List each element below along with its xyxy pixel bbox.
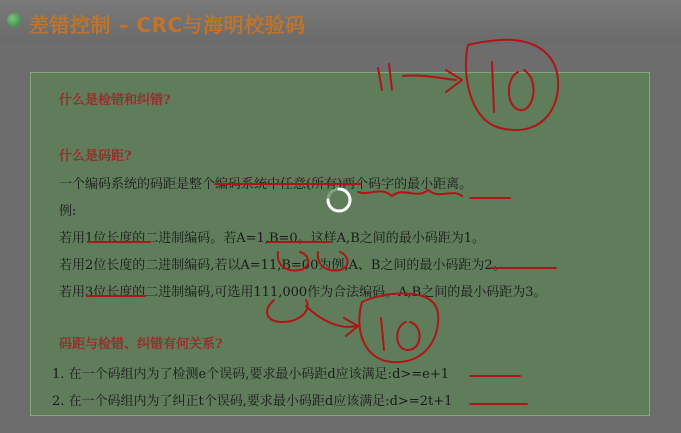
question-detect-correct: 什么是检错和纠错? (59, 93, 171, 108)
definition-text: 一个编码系统的码距是整个编码系统中任意(所有)两个码字的最小距离。 (59, 177, 473, 192)
slide-title: 差错控制 – CRC与海明校验码 (29, 13, 306, 37)
example-label: 例: (59, 204, 77, 219)
rule-detect: 1. 在一个码组内为了检测e个误码,要求最小码距d应该满足:d>=e+1 (52, 367, 450, 382)
example-line-3: 若用3位长度的二进制编码,可选用111,000作为合法编码。A,B之间的最小码距为3。 (59, 285, 547, 300)
question-code-distance: 什么是码距? (59, 149, 132, 164)
title-bar (0, 0, 681, 44)
loading-spinner-icon (325, 186, 353, 214)
example-line-2: 若用2位长度的二进制编码,若以A=11,B=00为例,A、B之间的最小码距为2。 (59, 258, 506, 273)
flower-bullet-icon (7, 13, 21, 27)
question-relation: 码距与检错、纠错有何关系? (59, 337, 223, 352)
rule-correct: 2. 在一个码组内为了纠正t个误码,要求最小码距d应该满足:d>=2t+1 (52, 394, 453, 409)
example-line-1: 若用1位长度的二进制编码。若A=1,B=0。这样A,B之间的最小码距为1。 (59, 231, 486, 246)
